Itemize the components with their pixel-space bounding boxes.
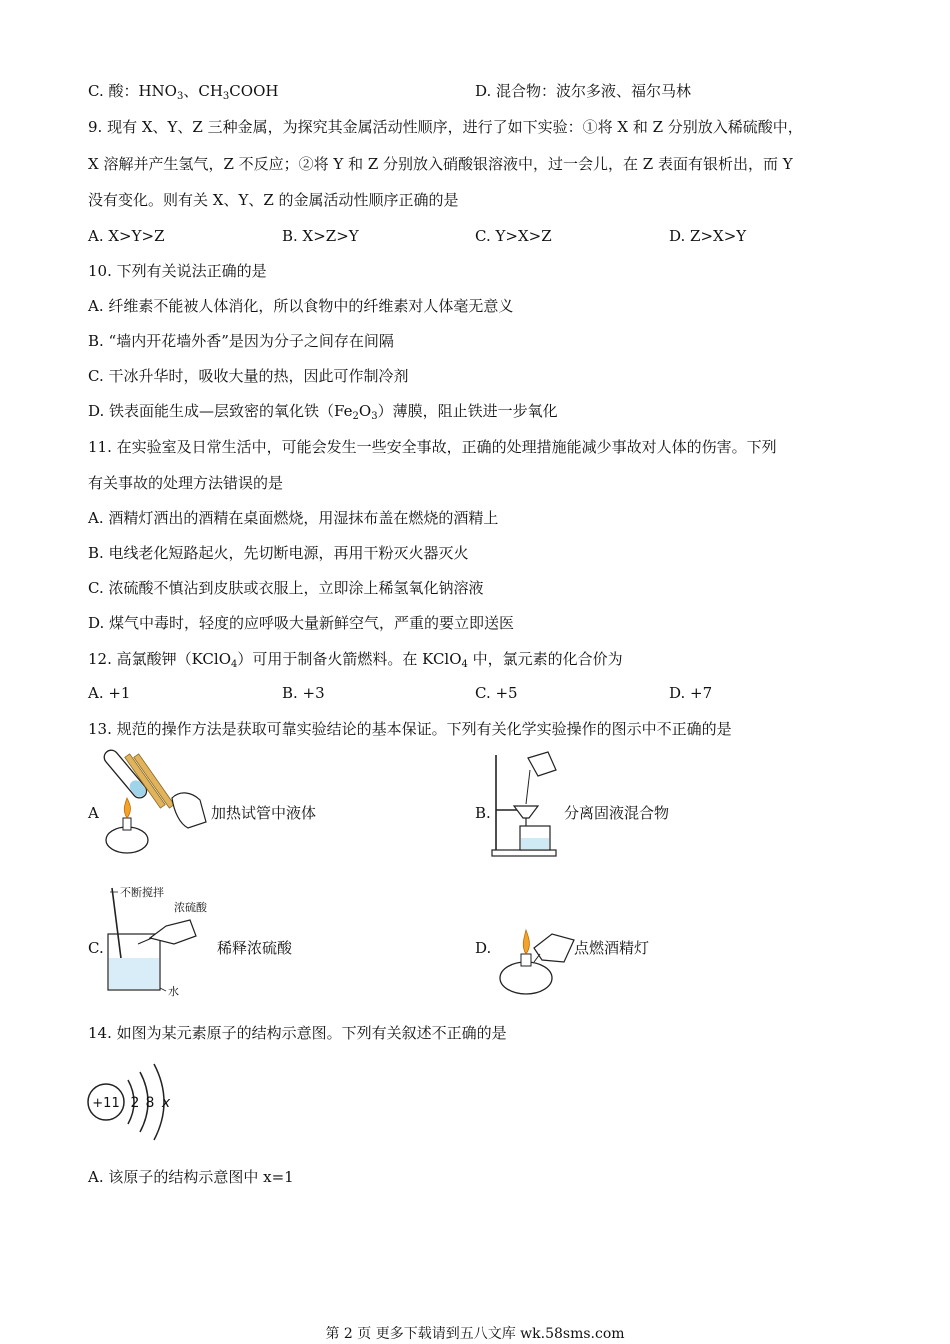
q13-b-letter: B. — [475, 804, 491, 822]
q13-d-letter: D. — [475, 939, 492, 957]
nucleus-charge: +11 — [92, 1096, 120, 1111]
q9-option-b: B. X>Z>Y — [282, 227, 359, 245]
q11-option-d: D. 煤气中毒时，轻度的应呼吸大量新鲜空气，严重的要立即送医 — [88, 614, 515, 632]
heating-test-tube-figure — [100, 738, 210, 858]
q9-stem-line3: 没有变化。则有关 X、Y、Z 的金属活动性顺序正确的是 — [88, 191, 459, 209]
shell-3-count: x — [161, 1095, 171, 1111]
q13-d-caption: 点燃酒精灯 — [574, 939, 650, 957]
water-label: 水 — [168, 985, 179, 998]
q12-option-b: B. +3 — [282, 684, 325, 702]
q11-option-c: C. 浓硫酸不慎沾到皮肤或衣服上，立即涂上稀氢氧化钠溶液 — [88, 579, 484, 597]
q13-c-caption: 稀释浓硫酸 — [217, 939, 293, 957]
q9-option-a: A. X>Y>Z — [88, 227, 165, 245]
q10-option-c: C. 干冰升华时，吸收大量的热，因此可作制冷剂 — [88, 367, 409, 385]
q12-option-c: C. +5 — [475, 684, 518, 702]
dilute-acid-figure — [104, 882, 216, 1000]
stir-label: 不断搅拌 — [120, 886, 164, 899]
q11-stem-line1: 11. 在实验室及日常生活中，可能会发生一些安全事故，正确的处理措施能减少事故对人体的伤害。下列 — [88, 438, 777, 456]
page-footer: 第 2 页 更多下载请到五八文库 wk.58sms.com — [325, 1326, 625, 1342]
q9-option-c: C. Y>X>Z — [475, 227, 552, 245]
q13-a-letter: A — [88, 804, 99, 822]
q8-option-d: D. 混合物：波尔多液、福尔马林 — [475, 82, 692, 100]
q9-option-d: D. Z>X>Y — [669, 227, 747, 245]
q10-option-d: D. 铁表面能生成—层致密的氧化铁$(Fe_2O_3)$薄膜，阻止铁进一步氧化 — [88, 402, 558, 422]
atomic-structure-diagram — [84, 1058, 184, 1150]
q9-stem-line1: 9. 现有 X、Y、Z 三种金属，为探究其金属活动性顺序，进行了如下实验：①将 X 和 Z 分别放入稀硫酸中， — [88, 118, 803, 136]
q11-option-a: A. 酒精灯洒出的酒精在桌面燃烧，用湿抹布盖在燃烧的酒精上 — [88, 509, 499, 527]
lighting-lamp-figure — [494, 918, 578, 1000]
q10-option-b: B. “墙内开花墙外香”是因为分子之间存在间隔 — [88, 332, 394, 350]
q11-stem-line2: 有关事故的处理方法错误的是 — [88, 474, 284, 492]
q8-option-c: C. 酸：$HNO_3$、$CH_3COOH$ — [88, 82, 279, 102]
acid-label: 浓硫酸 — [174, 901, 207, 914]
q13-b-caption: 分离固液混合物 — [564, 804, 670, 822]
q13-c-letter: C. — [88, 939, 104, 957]
q14-stem: 14. 如图为某元素原子的结构示意图。下列有关叙述不正确的是 — [88, 1024, 507, 1042]
filtration-figure — [490, 750, 560, 862]
shell-1-count: 2 — [130, 1095, 140, 1111]
q13-a-caption: 加热试管中液体 — [211, 804, 317, 822]
q11-option-b: B. 电线老化短路起火，先切断电源，再用干粉灭火器灭火 — [88, 544, 469, 562]
q10-option-a: A. 纤维素不能被人体消化，所以食物中的纤维素对人体毫无意义 — [88, 297, 514, 315]
shell-2-count: 8 — [145, 1095, 155, 1111]
q9-stem-line2: X 溶解并产生氢气，Z 不反应；②将 Y 和 Z 分别放入硝酸银溶液中，过一会儿，在 Z 表面有银析出，而 Y — [88, 155, 793, 173]
q12-stem: 12. 高氯酸钾（KClO$_4$）可用于制备火箭燃料。在 KClO$_4$ 中，氯元素的化合价为 — [88, 650, 623, 670]
q10-stem: 10. 下列有关说法正确的是 — [88, 262, 267, 280]
q12-option-d: D. +7 — [669, 684, 713, 702]
q14-option-a: A. 该原子的结构示意图中 x=1 — [88, 1168, 294, 1186]
q12-option-a: A. +1 — [88, 684, 131, 702]
q13-stem: 13. 规范的操作方法是获取可靠实验结论的基本保证。下列有关化学实验操作的图示中不正确的是 — [88, 720, 732, 738]
